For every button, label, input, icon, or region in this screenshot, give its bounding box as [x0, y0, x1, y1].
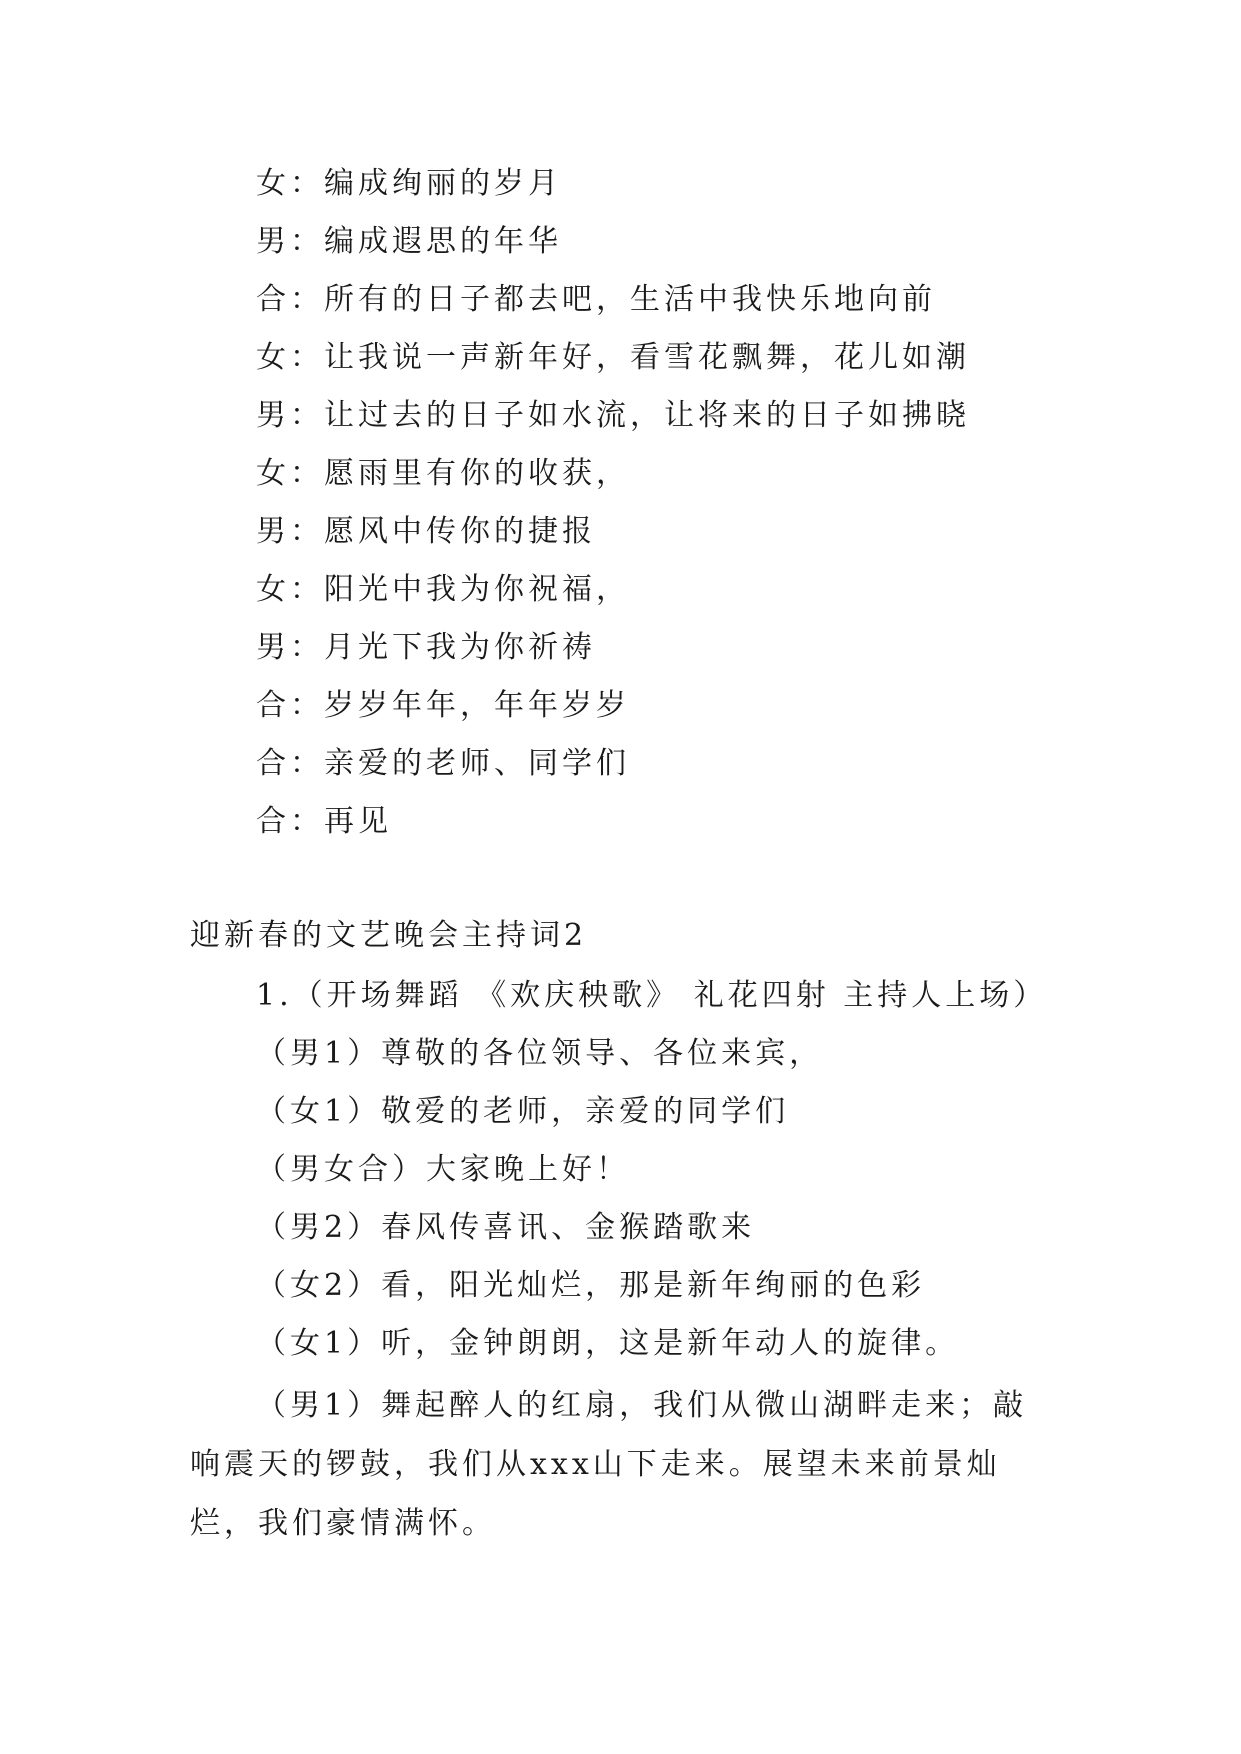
dialogue-line: 男：编成遐思的年华 [256, 224, 562, 259]
dialogue-line: 合：亲爱的老师、同学们 [256, 746, 630, 781]
dialogue-line: 男：愿风中传你的捷报 [256, 514, 596, 549]
script-line: （男女合）大家晚上好！ [256, 1152, 630, 1187]
script-line: （男1）尊敬的各位领导、各位来宾， [256, 1036, 824, 1071]
dialogue-line: 合：再见 [256, 804, 392, 839]
dialogue-line: 女：愿雨里有你的收获， [256, 456, 630, 491]
script-line: （男2）春风传喜讯、金猴踏歌来 [256, 1210, 756, 1245]
dialogue-line: 女：让我说一声新年好，看雪花飘舞，花儿如潮 [256, 340, 970, 375]
dialogue-line: 合：岁岁年年，年年岁岁 [256, 688, 630, 723]
dialogue-line: 男：月光下我为你祈祷 [256, 630, 596, 665]
section-title: 迎新春的文艺晚会主持词2 [190, 918, 588, 953]
dialogue-line: 女：编成绚丽的岁月 [256, 166, 562, 201]
script-line: （女2）看，阳光灿烂，那是新年绚丽的色彩 [256, 1268, 926, 1303]
script-line: 1.（开场舞蹈 《欢庆秧歌》 礼花四射 主持人上场） [256, 978, 1048, 1013]
dialogue-line: 男：让过去的日子如水流，让将来的日子如拂晓 [256, 398, 970, 433]
dialogue-line: 女：阳光中我为你祝福， [256, 572, 630, 607]
dialogue-line: 合：所有的日子都去吧，生活中我快乐地向前 [256, 282, 936, 317]
closing-paragraph: （男1）舞起醉人的红扇，我们从微山湖畔走来；敲响震天的锣鼓，我们从xxx山下走来。展望未来前景灿烂，我们豪情满怀。 [190, 1388, 1028, 1541]
script-line: （女1）敬爱的老师，亲爱的同学们 [256, 1094, 790, 1129]
script-line: （女1）听，金钟朗朗，这是新年动人的旋律。 [256, 1326, 960, 1361]
